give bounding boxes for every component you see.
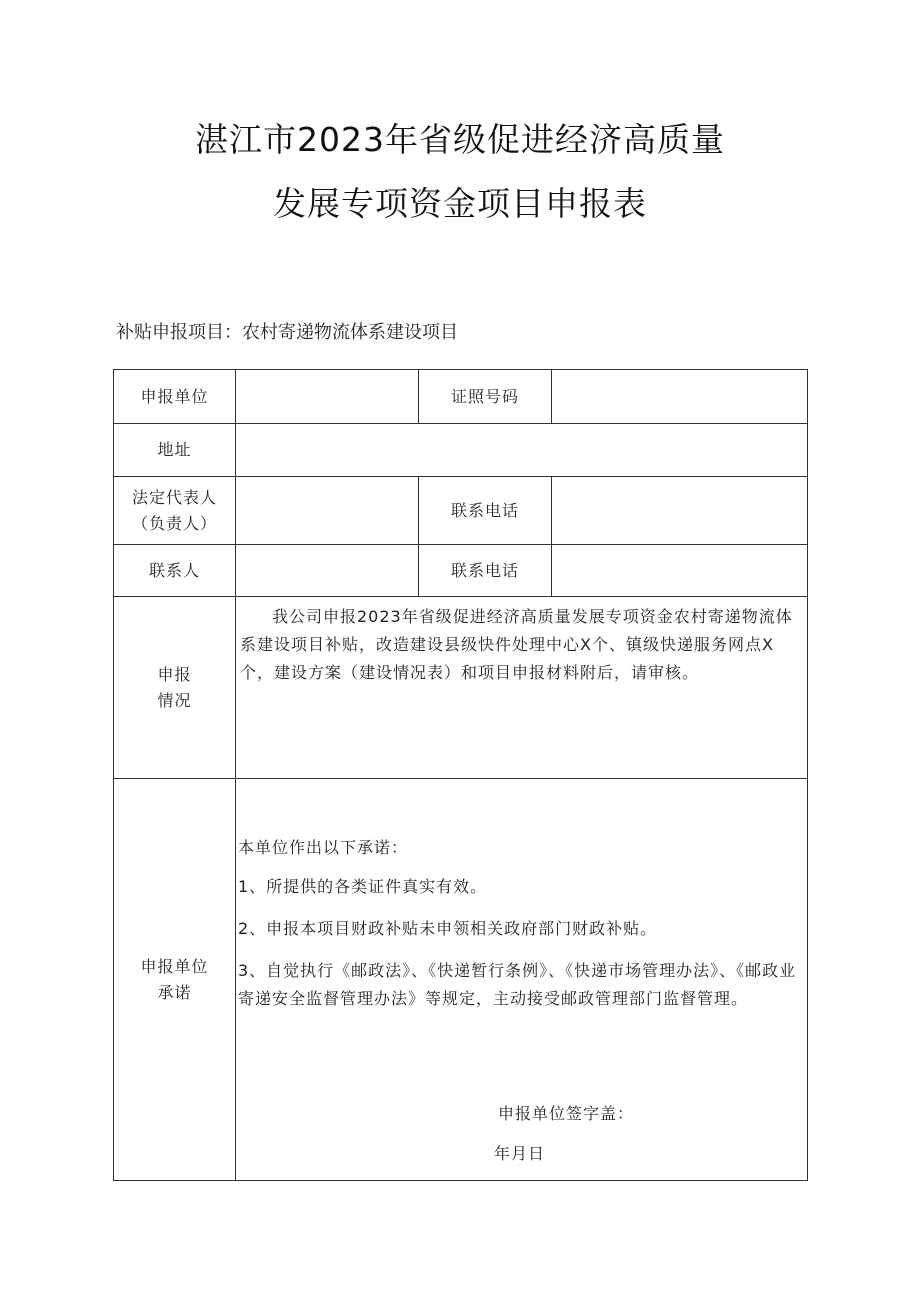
promise-label-line1: 申报单位 (140, 956, 209, 976)
phone-label-1: 联系电话 (419, 477, 552, 545)
application-form-table (113, 369, 808, 1181)
document-title-line2: 发展专项资金项目申报表 (273, 184, 647, 223)
report-text: 我公司申报2023年省级促进经济高质量发展专项资金农村寄递物流体系建设项目补贴，改造建设县级快件处理中心X个、镇级快递服务网点X个，建设方案（建设情况表）和项目申报材料附后，请审核。 (240, 607, 793, 682)
license-label: 证照号码 (419, 370, 552, 424)
contact-field[interactable] (236, 545, 419, 597)
legal-rep-label-line1: 法定代表人 (131, 487, 217, 507)
phone-label-2: 联系电话 (419, 545, 552, 597)
address-label: 地址 (114, 424, 236, 477)
row-address (114, 424, 808, 477)
report-label-line2: 情况 (157, 690, 192, 710)
legal-rep-label (114, 477, 236, 545)
address-field[interactable] (236, 424, 808, 477)
report-cell[interactable] (236, 597, 808, 779)
license-field[interactable] (552, 370, 808, 424)
promise-item-3: 3、自觉执行《邮政法》、《快递暂行条例》、《快递市场管理办法》、《邮政业寄递安全监督管理办法》等规定，主动接受邮政管理部门监督管理。 (238, 961, 797, 1008)
applicant-label: 申报单位 (114, 370, 236, 424)
row-contact (114, 545, 808, 597)
promise-cell (236, 779, 808, 1181)
signature-label[interactable]: 申报单位签字盖： (498, 1104, 635, 1123)
row-legal-rep (114, 477, 808, 545)
report-label-line1: 申报 (157, 664, 192, 684)
promise-item-1: 1、所提供的各类证件真实有效。 (238, 877, 488, 896)
phone-field-2[interactable] (552, 545, 808, 597)
report-label (114, 597, 236, 779)
row-applicant (114, 370, 808, 424)
project-name: 补贴申报项目：农村寄递物流体系建设项目 (116, 322, 458, 343)
phone-field-1[interactable] (552, 477, 808, 545)
promise-intro: 本单位作出以下承诺： (238, 838, 409, 857)
row-report (114, 597, 808, 779)
promise-item-2: 2、申报本项目财政补贴未申领相关政府部门财政补贴。 (238, 919, 658, 938)
legal-rep-field[interactable] (236, 477, 419, 545)
promise-label-line2: 承诺 (157, 982, 192, 1002)
row-promise (114, 779, 808, 1181)
applicant-field[interactable] (236, 370, 419, 424)
document-title-line1: 湛江市2023年省级促进经济高质量 (195, 120, 725, 159)
promise-label (114, 779, 236, 1181)
date-label[interactable]: 年月日 (494, 1144, 546, 1163)
contact-label: 联系人 (114, 545, 236, 597)
legal-rep-label-line2: （负责人） (131, 513, 217, 533)
